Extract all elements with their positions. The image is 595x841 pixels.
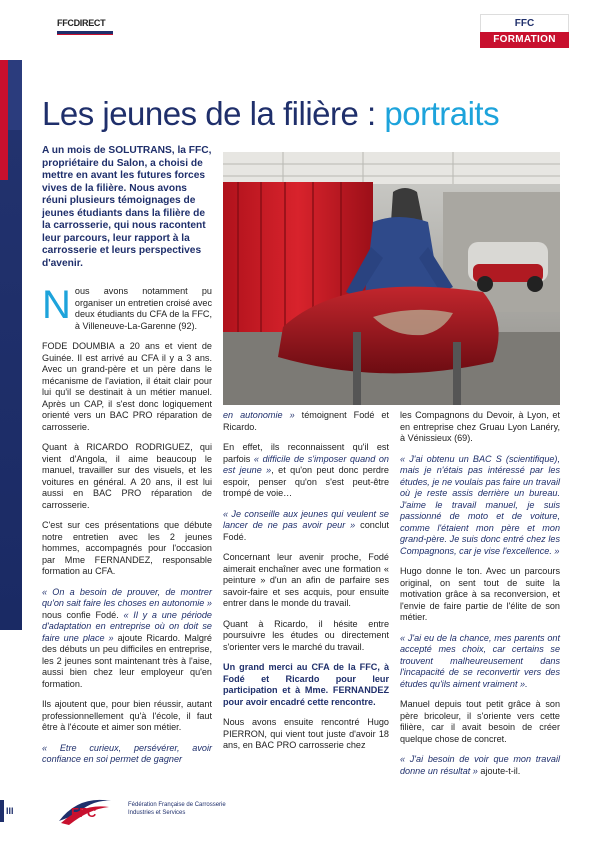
paragraph-text: nous confie Fodé.	[42, 609, 124, 620]
paragraph	[223, 509, 389, 544]
ffc-logo-text: FFC	[71, 805, 97, 820]
paragraph: Quant à RICARDO RODRIGUEZ, qui vient d'Angola, il aime beaucoup le manuel, travailler sur des visuels, et les voitures en général. A 20 ans, il est lui aussi en BAC PRO réparation de carrosserie.	[42, 442, 212, 510]
left-decor-accent	[8, 60, 22, 130]
org-line-2: Industries et Services	[128, 810, 186, 816]
ffc-logo	[57, 797, 113, 825]
quote: « On a besoin de prouver, de montrer qu'on sait faire les choses en autonomie »	[42, 586, 212, 608]
text-column-3	[400, 410, 560, 786]
ffc-direct-logo: FFCDIRECT	[57, 18, 106, 28]
thanks-paragraph: Un grand merci au CFA de la FFC, à Fodé et Ricardo pour leur participation et à Mme. FERNANDEZ pour avoir encadré cette rencontre.	[223, 662, 389, 707]
paragraph: Hugo donne le ton. Avec un parcours original, on sent tout de suite la motivation grâce à sa reconversion, et l'envie de faire partie de l'élite de son métier.	[400, 566, 560, 622]
quote: « difficile de s'imposer quand on est jeune »	[223, 453, 389, 475]
page-number-bar	[0, 800, 4, 822]
quote: en autonomie »	[223, 410, 295, 420]
paragraph-text: ous avons notamment pu organiser un entretien croisé avec deux étudiants du CFA de la FFC, à Villeneuve-La-Garenne (92).	[74, 286, 212, 331]
paragraph: Nous avons ensuite rencontré Hugo PIERRON, qui vient tout juste d'avoir 18 ans, en BAC PRO carrosserie chez	[223, 717, 389, 750]
paragraph	[223, 410, 389, 433]
quote: « J'ai eu de la chance, mes parents ont accepté mes choix, car certains se trouvent malheureusement dans l'incapacité de se reconvertir vers des études qu'ils aiment vraiment ».	[400, 632, 560, 689]
quote: « Il y a une période d'adaptation en entreprise où on doit se faire une place »	[42, 609, 212, 643]
quote: « Etre curieux, persévérer, avoir confiance en soi permet de gagner	[42, 742, 212, 764]
text-column-1	[42, 283, 212, 775]
section-badge	[480, 14, 569, 48]
footer-org-name	[128, 801, 226, 817]
paragraph-text: ajoute Ricardo. Malgré des débuts un peu difficiles en entreprise, les 2 jeunes sont maintenant très à l'aise, aussi bien chez leur employeur qu'en formation.	[42, 632, 212, 689]
quote: « Je conseille aux jeunes qui veulent se lancer de ne pas avoir peur »	[223, 508, 389, 530]
drop-cap: N	[42, 283, 71, 327]
badge-ffc-label: FFC	[480, 14, 569, 32]
paragraph: Concernant leur avenir proche, Fodé aimerait enchaîner avec une formation « peinture » d'un an afin de parfaire ses savoir-faire et ses acquis, pour ensuite entrer dans le monde du travail.	[223, 552, 389, 608]
page-number: III	[6, 806, 14, 816]
page-title	[42, 95, 499, 133]
left-decor-red	[0, 60, 8, 180]
paragraph-text: , et qu'on peut donc perdre espoir, penser qu'on s'est peut-être trompé de voie…	[223, 465, 389, 498]
logo-underline-red	[57, 34, 113, 35]
paragraph-text: En effet, ils reconnaissent qu'il est parfois	[223, 442, 389, 464]
paragraph: Ils ajoutent que, pour bien réussir, autant professionnellement qu'à l'école, il faut être à l'écoute et aimer son métier.	[42, 699, 212, 732]
paragraph	[400, 754, 560, 777]
paragraph	[42, 283, 212, 332]
title-main: Les jeunes de la filière :	[42, 95, 385, 132]
paragraph-text: conclut Fodé.	[223, 520, 389, 542]
paragraph-text: témoignent Fodé et Ricardo.	[223, 410, 389, 432]
workshop-photo	[223, 152, 560, 405]
paragraph-text: ajoute-t-il.	[477, 765, 521, 776]
paragraph: les Compagnons du Devoir, à Lyon, et en entreprise chez Gruau Lyon Lanéry, à Vénissieux (69).	[400, 410, 560, 443]
quote: « J'ai besoin de voir que mon travail donne un résultat »	[400, 754, 560, 776]
text-column-2	[223, 410, 389, 761]
intro-paragraph: A un mois de SOLUTRANS, la FFC, propriétaire du Salon, a choisi de mettre en avant les futures forces vives de la filière. Nous avons réuni plusieurs témoignages de jeunes étudiants dans la filière de la carrosserie, qui nous racontent leur parcours, leur rapport à la carrosserie et leurs perspectives d'avenir.	[42, 145, 212, 269]
paragraph	[223, 442, 389, 500]
org-line-1: Fédération Française de Carrosserie	[128, 802, 226, 808]
paragraph: Quant à Ricardo, il hésite entre poursuivre les études ou directement s'orienter vers le marché du travail.	[223, 618, 389, 652]
paragraph	[42, 587, 212, 691]
badge-formation-label: FORMATION	[480, 32, 569, 48]
quote: « J'ai obtenu un BAC S (scientifique), mais je n'étais pas intéressé par les études, je ne voulais pas faire un travail où je reste assis derrière un bureau. J'aime le travail manuel, je suis passionné de moto et de voiture, comme l'étaient mon père et mon grand-père. Je suis donc entré chez les Compagnons, car je vise l'excellence. »	[400, 453, 560, 556]
title-accent: portraits	[384, 95, 500, 132]
paragraph: FODE DOUMBIA a 20 ans et vient de Guinée. Il est arrivé au CFA il y a 3 ans. Avec un grand-père et un père dans le mécanisme de l'aviation, il était clair pour lui qu'il se destinait à un métier manuel. Après un CAP, il s'est donc logiquement orienté vers un BAC PRO réparation de carrosserie.	[42, 341, 212, 432]
paragraph: Manuel depuis tout petit grâce à son père bricoleur, il s'oriente vers cette filière, car il avait besoin de créer quelque chose de concret.	[400, 699, 560, 744]
paragraph: C'est sur ces présentations que débute notre entretien avec les 2 jeunes hommes, accompagnés pour l'occasion par Mme FERNANDEZ, responsable formation au CFA.	[42, 520, 212, 576]
